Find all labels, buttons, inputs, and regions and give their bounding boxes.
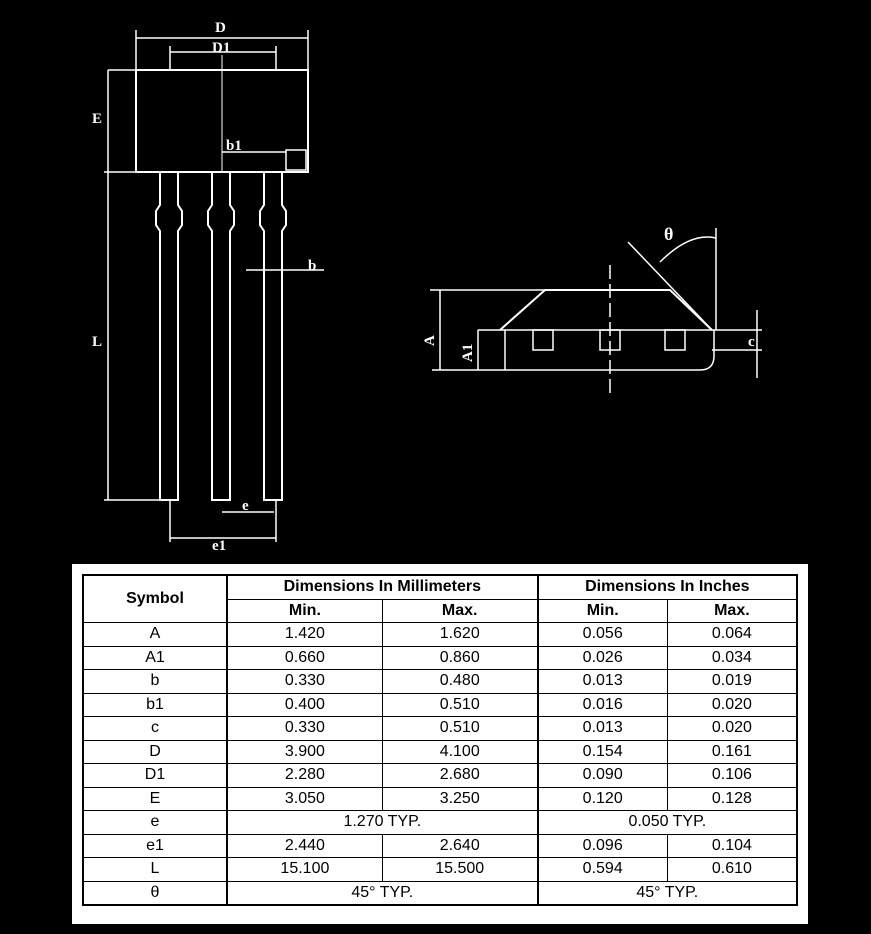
table-row bbox=[83, 811, 797, 835]
symbol-cell: c bbox=[83, 717, 227, 741]
inch-max-cell: 0.161 bbox=[667, 740, 797, 764]
label-b: b bbox=[308, 258, 317, 274]
dimensions-table bbox=[82, 574, 798, 906]
label-a: A bbox=[422, 335, 438, 346]
lead-right bbox=[260, 172, 286, 500]
symbol-cell: A bbox=[83, 623, 227, 647]
symbol-cell: e1 bbox=[83, 834, 227, 858]
mm-min-cell: 0.330 bbox=[227, 670, 382, 694]
header-row-1 bbox=[83, 575, 797, 599]
symbol-cell: L bbox=[83, 858, 227, 882]
inch-min-cell: 0.056 bbox=[538, 623, 668, 647]
inch-max-header: Max. bbox=[667, 599, 797, 623]
inch-max-cell: 0.020 bbox=[667, 693, 797, 717]
mm-max-cell: 0.510 bbox=[382, 717, 537, 741]
inch-min-cell: 0.026 bbox=[538, 646, 668, 670]
table-row bbox=[83, 858, 797, 882]
label-e1: e1 bbox=[212, 538, 227, 554]
table-row bbox=[83, 834, 797, 858]
mm-min-cell: 15.100 bbox=[227, 858, 382, 882]
inch-max-cell: 0.034 bbox=[667, 646, 797, 670]
mm-typ-cell: 45° TYP. bbox=[227, 881, 538, 905]
inch-header: Dimensions In Inches bbox=[538, 575, 797, 599]
table-row bbox=[83, 881, 797, 905]
mm-min-cell: 3.900 bbox=[227, 740, 382, 764]
label-d: D bbox=[215, 20, 226, 36]
table-row bbox=[83, 787, 797, 811]
symbol-cell: b1 bbox=[83, 693, 227, 717]
symbol-header: Symbol bbox=[83, 575, 227, 623]
theta-line bbox=[628, 242, 712, 330]
label-b1: b1 bbox=[226, 138, 242, 154]
mm-max-cell: 0.480 bbox=[382, 670, 537, 694]
inch-max-cell: 0.104 bbox=[667, 834, 797, 858]
table-row bbox=[83, 693, 797, 717]
inch-min-cell: 0.090 bbox=[538, 764, 668, 788]
label-c: c bbox=[748, 334, 755, 350]
mm-typ-cell: 1.270 TYP. bbox=[227, 811, 538, 835]
table-row bbox=[83, 717, 797, 741]
symbol-cell: D1 bbox=[83, 764, 227, 788]
lead-left bbox=[156, 172, 182, 500]
mm-max-cell: 0.510 bbox=[382, 693, 537, 717]
inch-min-cell: 0.594 bbox=[538, 858, 668, 882]
inch-typ-cell: 0.050 TYP. bbox=[538, 811, 797, 835]
symbol-cell: e bbox=[83, 811, 227, 835]
mm-max-cell: 0.860 bbox=[382, 646, 537, 670]
inch-min-cell: 0.120 bbox=[538, 787, 668, 811]
inch-typ-cell: 45° TYP. bbox=[538, 881, 797, 905]
mm-min-cell: 1.420 bbox=[227, 623, 382, 647]
label-d1: D1 bbox=[212, 40, 231, 56]
mm-max-cell: 2.680 bbox=[382, 764, 537, 788]
mm-min-cell: 2.280 bbox=[227, 764, 382, 788]
label-l: L bbox=[92, 334, 103, 350]
inch-max-cell: 0.019 bbox=[667, 670, 797, 694]
mm-max-cell: 2.640 bbox=[382, 834, 537, 858]
inch-max-cell: 0.020 bbox=[667, 717, 797, 741]
label-pitch: e bbox=[242, 498, 249, 514]
inch-max-cell: 0.128 bbox=[667, 787, 797, 811]
table-row bbox=[83, 646, 797, 670]
mm-min-cell: 0.400 bbox=[227, 693, 382, 717]
mm-max-header: Max. bbox=[382, 599, 537, 623]
table-row bbox=[83, 623, 797, 647]
mm-max-cell: 15.500 bbox=[382, 858, 537, 882]
side-notch-3 bbox=[665, 330, 685, 350]
inch-max-cell: 0.106 bbox=[667, 764, 797, 788]
inch-max-cell: 0.064 bbox=[667, 623, 797, 647]
label-theta: θ bbox=[664, 224, 674, 244]
mm-max-cell: 4.100 bbox=[382, 740, 537, 764]
inch-max-cell: 0.610 bbox=[667, 858, 797, 882]
symbol-cell: A1 bbox=[83, 646, 227, 670]
b1-box bbox=[286, 150, 306, 170]
mm-max-cell: 3.250 bbox=[382, 787, 537, 811]
inch-min-cell: 0.096 bbox=[538, 834, 668, 858]
table-row bbox=[83, 740, 797, 764]
lead-middle bbox=[208, 172, 234, 500]
mm-header: Dimensions In Millimeters bbox=[227, 575, 538, 599]
inch-min-cell: 0.013 bbox=[538, 670, 668, 694]
mm-min-cell: 3.050 bbox=[227, 787, 382, 811]
inch-min-cell: 0.154 bbox=[538, 740, 668, 764]
symbol-cell: θ bbox=[83, 881, 227, 905]
mm-max-cell: 1.620 bbox=[382, 623, 537, 647]
side-notch-1 bbox=[533, 330, 553, 350]
table-body bbox=[83, 623, 797, 906]
table-row bbox=[83, 670, 797, 694]
dimensions-table-panel bbox=[72, 564, 808, 924]
mm-min-cell: 0.660 bbox=[227, 646, 382, 670]
inch-min-cell: 0.016 bbox=[538, 693, 668, 717]
table-row bbox=[83, 764, 797, 788]
symbol-cell: b bbox=[83, 670, 227, 694]
inch-min-cell: 0.013 bbox=[538, 717, 668, 741]
mm-min-cell: 2.440 bbox=[227, 834, 382, 858]
inch-min-header: Min. bbox=[538, 599, 668, 623]
symbol-cell: E bbox=[83, 787, 227, 811]
symbol-cell: D bbox=[83, 740, 227, 764]
mm-min-header: Min. bbox=[227, 599, 382, 623]
label-e: E bbox=[92, 111, 103, 127]
mm-min-cell: 0.330 bbox=[227, 717, 382, 741]
label-a1: A1 bbox=[460, 343, 476, 362]
